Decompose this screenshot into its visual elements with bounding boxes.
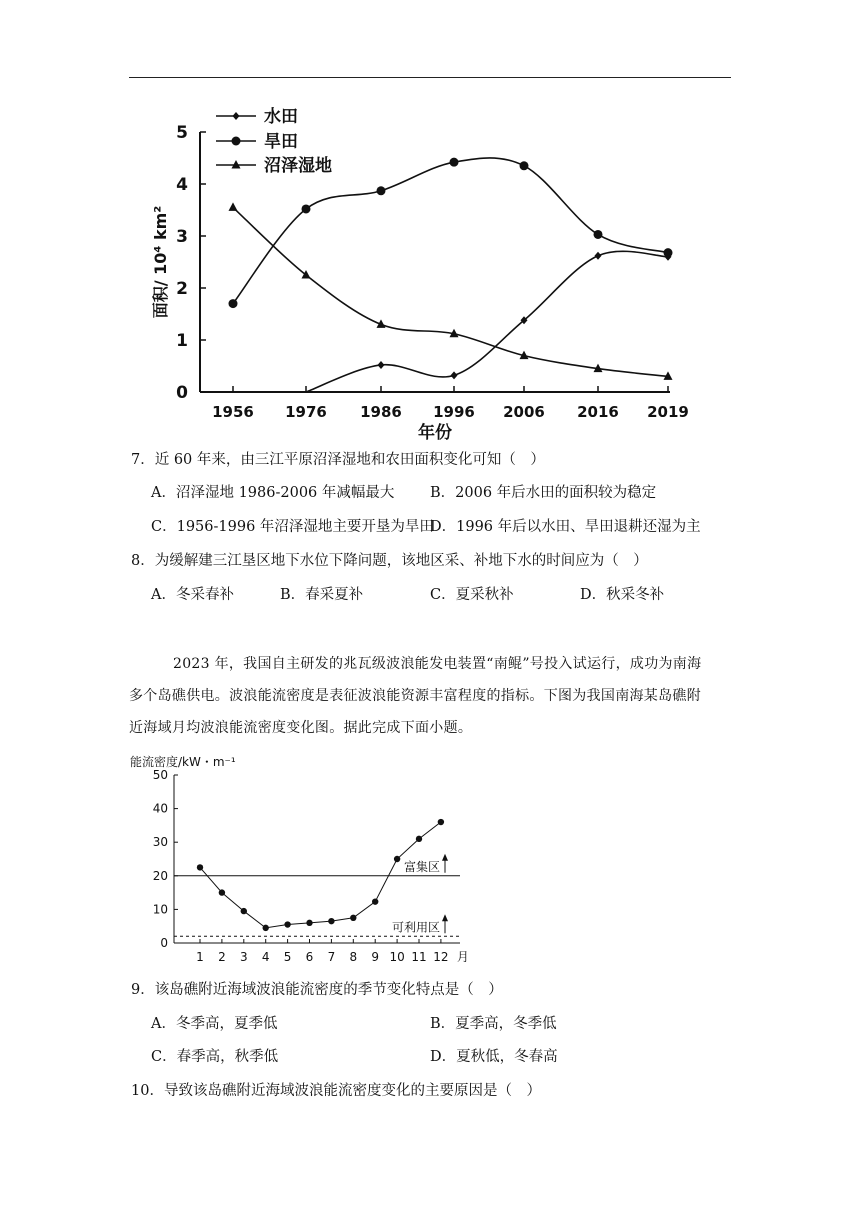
y-tick-label: 50	[152, 768, 168, 782]
data-point-旱田	[450, 158, 459, 167]
wave-energy-chart	[130, 750, 480, 972]
reference-label-可利用区: 可利用区	[391, 920, 440, 935]
x-axis-title: 年份	[418, 423, 452, 443]
x-tick-label: 1	[196, 950, 204, 964]
y-tick-label: 1	[176, 331, 188, 351]
x-axis-unit: 月	[456, 950, 469, 964]
question-9-option-d: D．夏秋低，冬春高	[430, 1049, 558, 1065]
passage-line-2: 多个岛礁供电。波浪能流密度是表征波浪能资源丰富程度的指标。下图为我国南海某岛礁附	[129, 688, 701, 704]
y-tick-label: 3	[176, 227, 188, 247]
data-point-旱田	[229, 299, 238, 308]
data-point	[394, 856, 400, 862]
y-tick-label: 5	[176, 123, 188, 143]
data-point	[241, 908, 247, 914]
data-point	[263, 925, 269, 931]
data-point-水田	[378, 361, 385, 369]
legend-label: 旱田	[264, 132, 298, 152]
data-point	[438, 819, 444, 825]
x-tick-label: 2016	[577, 403, 619, 421]
question-9-option-c: C．春季高，秋季低	[151, 1049, 279, 1065]
y-tick-label: 40	[152, 801, 168, 816]
question-8-stem: 8．为缓解建三江垦区地下水位下降问题，该地区采、补地下水的时间应为（ ）	[131, 553, 648, 569]
question-8-option-c: C．夏采秋补	[430, 587, 514, 603]
series-line-沼泽湿地	[233, 207, 668, 376]
data-point	[284, 921, 290, 927]
x-tick-label: 2019	[647, 403, 689, 421]
x-tick-label: 2	[218, 950, 226, 964]
x-tick-label: 10	[389, 950, 405, 964]
y-tick-label: 20	[152, 868, 168, 883]
x-tick-label: 12	[433, 950, 449, 964]
question-8-option-b: B．春采夏补	[280, 587, 364, 603]
y-tick-label: 4	[176, 175, 188, 195]
data-point-沼泽湿地	[229, 202, 238, 211]
y-tick-label: 2	[176, 279, 188, 299]
x-tick-label: 4	[261, 950, 270, 964]
data-point-水田	[595, 252, 602, 260]
data-point-旱田	[594, 230, 603, 239]
legend-label: 沼泽湿地	[264, 156, 332, 176]
passage	[129, 648, 729, 744]
wave-energy-line	[200, 822, 441, 928]
data-point	[350, 915, 356, 921]
x-tick-label: 5	[283, 950, 292, 964]
reference-label-富集区: 富集区	[403, 859, 440, 874]
data-point	[197, 864, 203, 870]
question-7-option-a: A．沼泽湿地 1986-2006 年减幅最大	[151, 485, 395, 501]
data-point-旱田	[377, 186, 386, 195]
data-point	[219, 889, 225, 895]
y-tick-label: 0	[160, 936, 168, 950]
data-point-沼泽湿地	[302, 270, 311, 279]
x-tick-label: 7	[327, 950, 336, 964]
y-tick-label: 30	[152, 835, 168, 850]
header-rule	[129, 77, 731, 78]
question-7-option-b: B．2006 年后水田的面积较为稳定	[430, 485, 657, 501]
passage-line-1: 2023 年，我国自主研发的兆瓦级波浪能发电装置“南鲲”号投入试运行，成功为南海	[173, 656, 702, 672]
y-tick-label: 10	[152, 902, 168, 917]
reference-arrow-head	[442, 914, 448, 921]
question-8-option-a: A．冬采春补	[151, 587, 234, 603]
x-tick-label: 11	[411, 950, 427, 964]
data-point	[416, 836, 422, 842]
data-point	[372, 898, 378, 904]
legend-label: 水田	[264, 107, 298, 127]
data-point	[328, 918, 334, 924]
data-point-旱田	[302, 204, 311, 213]
x-tick-label: 3	[239, 950, 248, 964]
question-8-option-d: D．秋采冬补	[580, 587, 665, 603]
data-point-旱田	[520, 161, 529, 170]
reference-arrow-head	[442, 854, 448, 861]
question-9-stem: 9．该岛礁附近海域波浪能流密度的季节变化特点是（ ）	[131, 982, 503, 998]
x-tick-label: 8	[349, 950, 358, 964]
y-axis-title: 能流密度/kW・m⁻¹	[130, 755, 236, 769]
question-7-option-d: D．1996 年后以水田、旱田退耕还湿为主	[430, 519, 701, 535]
x-tick-label: 1996	[433, 403, 475, 421]
x-tick-label: 9	[371, 950, 380, 964]
data-point-旱田	[664, 248, 673, 257]
data-point	[306, 920, 312, 926]
question-9-option-a: A．冬季高，夏季低	[151, 1016, 278, 1032]
legend-marker	[232, 137, 241, 146]
passage-line-3: 近海域月均波浪能流密度变化图。据此完成下面小题。	[129, 720, 473, 736]
question-9-option-b: B．夏季高，冬季低	[430, 1016, 557, 1032]
series-line-旱田	[233, 158, 668, 304]
legend-marker	[233, 112, 240, 120]
x-tick-label: 6	[305, 950, 314, 964]
y-tick-label: 0	[176, 383, 188, 403]
x-tick-label: 1956	[212, 403, 254, 421]
area-change-chart	[140, 100, 700, 445]
data-point-水田	[451, 371, 458, 379]
x-tick-label: 2006	[503, 403, 545, 421]
question-7-stem: 7．近 60 年来，由三江平原沼泽湿地和农田面积变化可知（ ）	[131, 452, 545, 468]
x-tick-label: 1986	[360, 403, 402, 421]
question-10-stem: 10．导致该岛礁附近海域波浪能流密度变化的主要原因是（ ）	[131, 1083, 541, 1099]
x-tick-label: 1976	[285, 403, 327, 421]
question-7-option-c: C．1956-1996 年沼泽湿地主要开垦为旱田	[151, 519, 434, 535]
y-axis-title: 面积/ 10⁴ km²	[151, 205, 170, 319]
